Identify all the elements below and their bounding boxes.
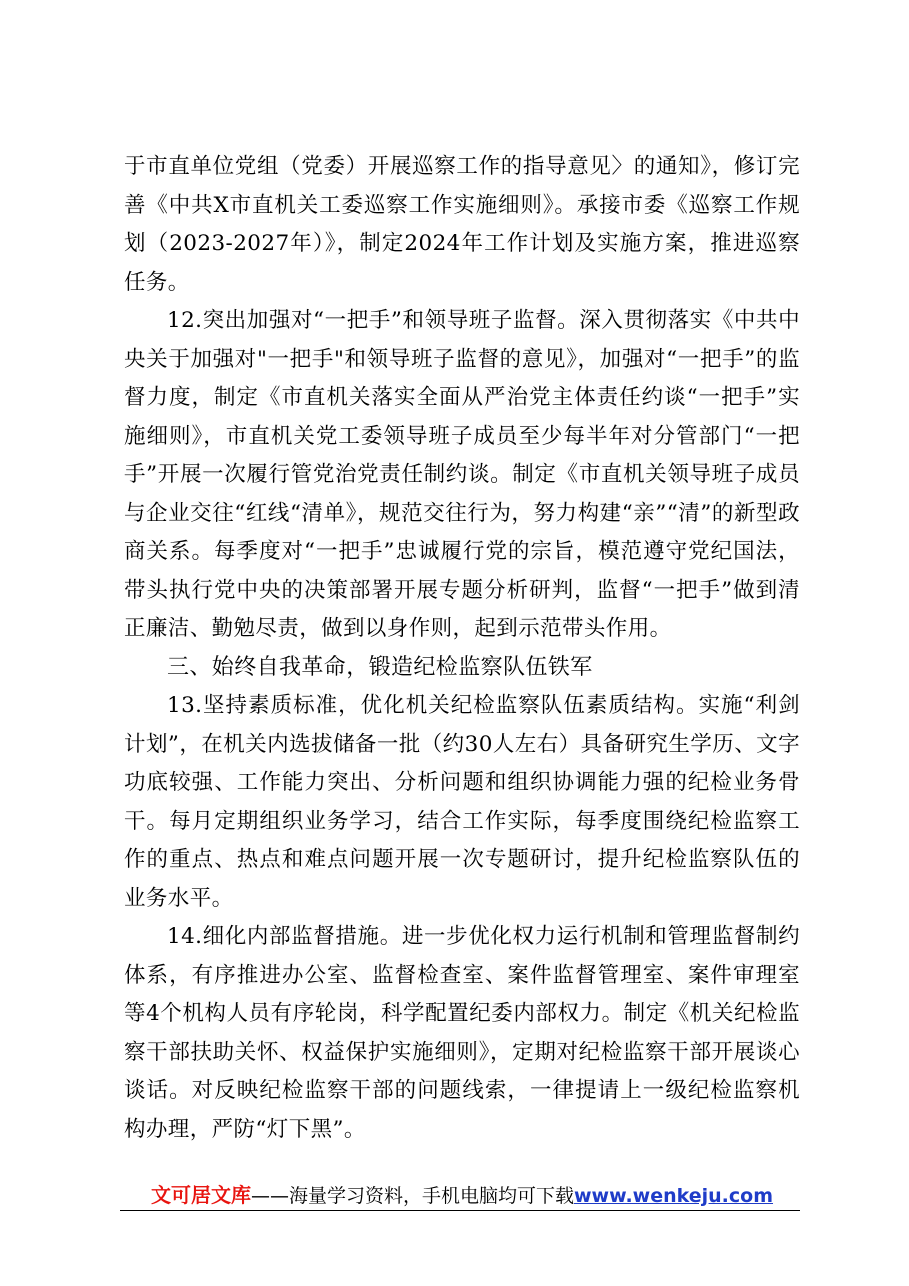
paragraph-item-14: 14.细化内部监督措施。进一步优化权力运行机制和管理监督制约体系，有序推进办公室、监督检查室、案件监督管理室、案件审理室等4个机构人员有序轮岗，科学配置纪委内部权力。制定《机关纪检监察干部扶助关怀、权益保护实施细则》，定期对纪检监察干部开展谈心谈话。对反映纪检监察干部的问题线索，一律提请上一级纪检监察机构办理，严防“灯下黑”。 [124, 924, 800, 1142]
footer-divider [120, 1210, 800, 1211]
footer-site-link[interactable]: www.wenkeju.com [574, 1185, 774, 1207]
paragraph-item-12: 12.突出加强对“一把手”和领导班子监督。深入贯彻落实《中共中央关于加强对"一把手"和领导班子监督的意见》，加强对“一把手”的监督力度，制定《市直机关落实全面从严治党主体责任约谈“一把手”实施细则》，市直机关党工委领导班子成员至少每半年对分管部门“一把手”开展一次履行管党治党责任制约谈。制定《市直机关领导班子成员与企业交往“红线“清单》，规范交往行为，努力构建“亲”“清”的新型政商关系。每季度对“一把手”忠诚履行党的宗旨，模范遵守党纪国法，带头执行党中央的决策部署开展专题分析研判，监督“一把手”做到清正廉洁、勤勉尽责，做到以身作则，起到示范带头作用。 [124, 308, 800, 641]
paragraph-continuation: 于市直单位党组（党委）开展巡察工作的指导意见〉的通知》，修订完善《中共X市直机关工委巡察工作实施细则》。承接市委《巡察工作规划（2023-2027年）》，制定2024年工作计划及实施方案，推进巡察任务。 [124, 154, 800, 295]
footer-brand: 文可居文库 [150, 1183, 251, 1207]
footer-slogan: ——海量学习资料，手机电脑均可下载 [250, 1185, 574, 1207]
page-footer [124, 1180, 800, 1211]
paragraph-item-13: 13.坚持素质标准，优化机关纪检监察队伍素质结构。实施“利剑计划”，在机关内选拔储备一批（约30人左右）具备研究生学历、文字功底较强、工作能力突出、分析问题和组织协调能力强的纪检业务骨干。每月定期组织业务学习，结合工作实际，每季度围绕纪检监察工作的重点、热点和难点问题开展一次专题研讨，提升纪检监察队伍的业务水平。 [124, 693, 800, 911]
section-heading-3: 三、始终自我革命，锻造纪检监察队伍铁军 [167, 654, 593, 680]
document-body [124, 148, 800, 1149]
